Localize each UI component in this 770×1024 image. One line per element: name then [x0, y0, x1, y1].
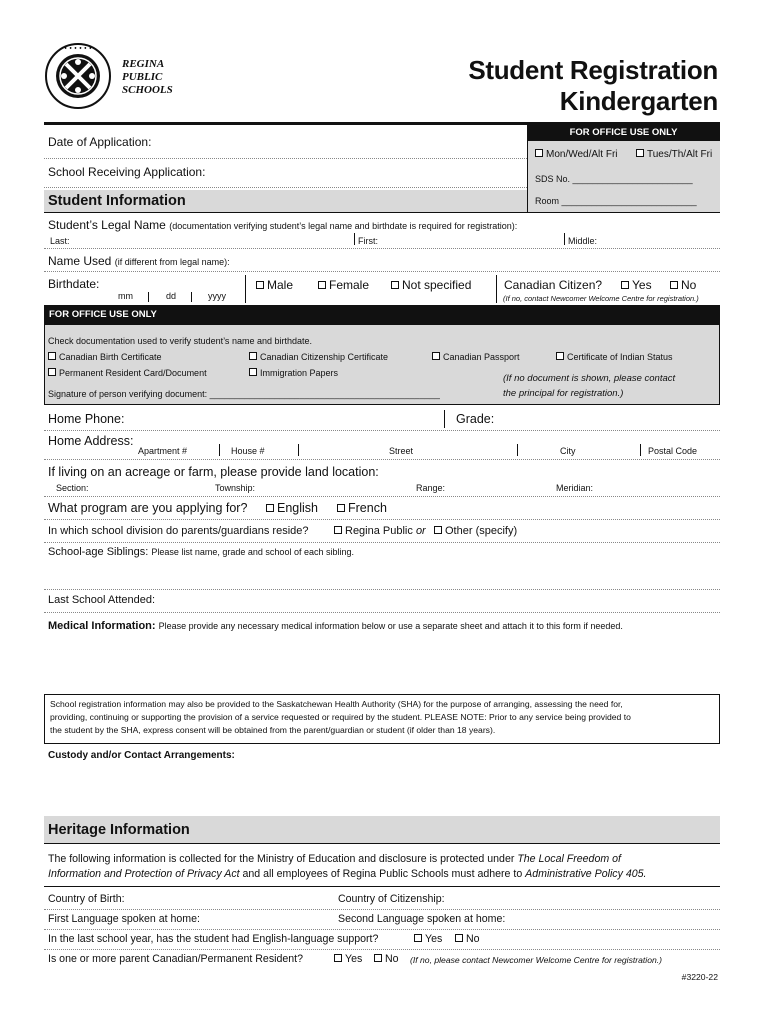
middle-name-field[interactable]: Middle: — [568, 236, 598, 246]
program-french[interactable]: French — [337, 501, 387, 515]
ell-yes[interactable]: Yes — [414, 933, 442, 945]
parent-resident-note: (If no, please contact Newcomer Welcome Centre for registration.) — [410, 955, 663, 965]
ell-no[interactable]: No — [455, 933, 480, 945]
school-receiving-label[interactable]: School Receiving Application: — [48, 165, 206, 179]
school-logo — [44, 42, 112, 110]
land-range[interactable]: Range: — [416, 483, 446, 493]
siblings-field[interactable]: School-age Siblings: Please list name, grade and school of each sibling. — [48, 546, 354, 558]
office-option-mwf[interactable]: Mon/Wed/Alt Fri — [535, 149, 618, 160]
first-name-field[interactable]: First: — [358, 236, 378, 246]
land-meridian[interactable]: Meridian: — [556, 483, 594, 493]
office-option-tth[interactable]: Tues/Th/Alt Fri — [636, 149, 712, 160]
birthdate-label[interactable]: Birthdate: — [48, 277, 100, 291]
address-apartment[interactable]: Apartment # — [138, 446, 188, 456]
heritage-paragraph-2: Information and Protection of Privacy Act and all employees of Regina Public Schools must adhere to Administrative Policy 405. — [48, 868, 647, 880]
second-language-field[interactable]: Second Language spoken at home: — [338, 913, 506, 925]
country-of-citizenship-field[interactable]: Country of Citizenship: — [338, 893, 445, 905]
svg-text:• • • • • •: • • • • • • — [64, 46, 92, 52]
date-of-application-label[interactable]: Date of Application: — [48, 135, 152, 149]
canadian-citizen-label: Canadian Citizen? — [504, 278, 603, 292]
birthdate-dd: dd — [166, 291, 177, 301]
doc-citizenship-certificate[interactable]: Canadian Citizenship Certificate — [249, 352, 388, 362]
doc-indian-status[interactable]: Certificate of Indian Status — [556, 352, 673, 362]
gender-female[interactable]: Female — [318, 278, 369, 292]
doc-pr-card[interactable]: Permanent Resident Card/Document — [48, 368, 207, 378]
office-docs-title: FOR OFFICE USE ONLY — [44, 305, 720, 325]
signature-field[interactable]: Signature of person verifying document: ______________________________________________ — [48, 389, 440, 399]
room-field[interactable]: Room ___________________________ — [535, 196, 697, 206]
student-info-heading: Student Information — [44, 190, 527, 212]
division-other[interactable]: Other (specify) — [434, 525, 517, 537]
citizen-note: (If no, contact Newcomer Welcome Centre for registration.) — [503, 294, 699, 303]
logo-text-line-3: SCHOOLS — [122, 84, 173, 96]
logo-text-line-1: REGINA — [122, 58, 165, 70]
address-house[interactable]: House # — [231, 446, 265, 456]
home-address-label: Home Address: — [48, 434, 134, 448]
acreage-label: If living on an acreage or farm, please provide land location: — [48, 465, 379, 479]
sds-field[interactable]: SDS No. ________________________ — [535, 174, 693, 184]
citizen-no[interactable]: No — [670, 278, 696, 292]
doc-passport[interactable]: Canadian Passport — [432, 352, 520, 362]
division-regina-public[interactable]: Regina Public or — [334, 525, 426, 537]
office-docs-note-1: (If no document is shown, please contact — [503, 373, 676, 384]
sha-notice-line-3: the student by the SHA, express consent will be obtained from the parent/guardian or student (if older than 18 years). — [50, 725, 496, 735]
first-language-field[interactable]: First Language spoken at home: — [48, 913, 200, 925]
sha-notice-line-1: School registration information may also be provided to the Saskatchewan Health Authority (SHA) for the purpose of arranging, assessing the need for, — [50, 699, 623, 709]
last-name-field[interactable]: Last: — [50, 236, 70, 246]
division-question: In which school division do parents/guardians reside? — [48, 525, 309, 537]
form-number: #3220-22 — [681, 972, 718, 982]
sha-notice-line-2: providing, continuing or supporting the provision of a service requested or required by the student. PLEASE NOTE: Prior to any service being provided to — [50, 712, 631, 722]
last-school-field[interactable]: Last School Attended: — [48, 594, 156, 606]
heritage-heading: Heritage Information — [44, 816, 720, 844]
parent-resident-question: Is one or more parent Canadian/Permanent Resident? — [48, 953, 303, 965]
page-subtitle: Kindergarten — [559, 86, 718, 116]
doc-birth-certificate[interactable]: Canadian Birth Certificate — [48, 352, 162, 362]
medical-info-field[interactable]: Medical Information: Please provide any necessary medical information below or use a separate sheet and attach it to this form if needed. — [48, 620, 623, 632]
page-title: Student Registration — [468, 55, 718, 85]
heritage-paragraph-1: The following information is collected for the Ministry of Education and disclosure is protected under The Local Freedom of — [48, 853, 621, 865]
birthdate-mm: mm — [118, 291, 133, 301]
gender-male[interactable]: Male — [256, 278, 293, 292]
name-used-field[interactable]: Name Used (if different from legal name): — [48, 254, 230, 268]
legal-name-label: Student’s Legal Name (documentation verifying student’s legal name and birthdate is required for registration): — [48, 218, 518, 232]
ell-question: In the last school year, has the student had English-language support? — [48, 933, 379, 945]
parent-resident-yes[interactable]: Yes — [334, 953, 362, 965]
office-docs-instructions: Check documentation used to verify student’s name and birthdate. — [48, 336, 312, 346]
citizen-yes[interactable]: Yes — [621, 278, 652, 292]
home-phone-field[interactable]: Home Phone: — [48, 412, 125, 426]
doc-immigration-papers[interactable]: Immigration Papers — [249, 368, 338, 378]
land-township[interactable]: Township: — [215, 483, 256, 493]
parent-resident-no[interactable]: No — [374, 953, 399, 965]
gender-not-specified[interactable]: Not specified — [391, 278, 471, 292]
logo-text-line-2: PUBLIC — [122, 71, 163, 83]
country-of-birth-field[interactable]: Country of Birth: — [48, 893, 125, 905]
program-question: What program are you applying for? — [48, 501, 248, 515]
office-docs-note-2: the principal for registration.) — [503, 388, 624, 399]
land-section[interactable]: Section: — [56, 483, 89, 493]
address-street[interactable]: Street — [389, 446, 414, 456]
custody-field[interactable]: Custody and/or Contact Arrangements: — [48, 750, 235, 761]
birthdate-yyyy: yyyy — [208, 291, 226, 301]
program-english[interactable]: English — [266, 501, 318, 515]
office-box-title: FOR OFFICE USE ONLY — [527, 125, 720, 141]
address-city[interactable]: City — [560, 446, 576, 456]
grade-field[interactable]: Grade: — [456, 412, 495, 426]
address-postal[interactable]: Postal Code — [648, 446, 698, 456]
